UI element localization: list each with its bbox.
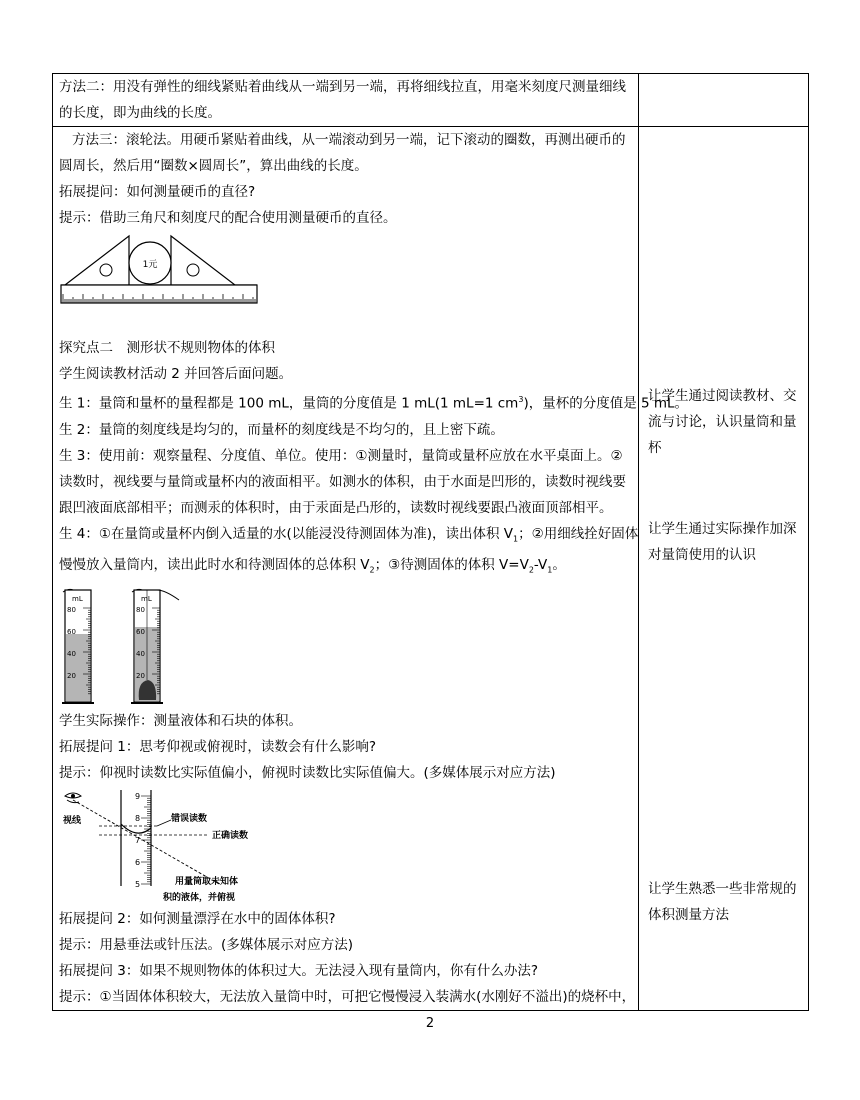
hint-1: 提示：仰视时读数比实际值偏小，俯视时读数比实际值偏大。(多媒体展示对应方法) <box>59 764 556 781</box>
cylinder1-tick-label: 80 <box>67 605 76 614</box>
scale-tick-label: 9 <box>135 791 141 801</box>
sight-label: 视线 <box>63 815 82 826</box>
graduated-cylinders-figure <box>59 586 189 708</box>
method2-line1: 方法二：用没有弹性的细线紧贴着曲线从一端到另一端，再将细线拉直，用毫米刻度尺测量细线 <box>59 79 626 95</box>
student1-answer: 生 1：量筒和量杯的量程都是 100 mL，量筒的分度值是 1 mL(1 mL=1 $cm^3$)，量杯的分度值是 5 mL。 <box>59 395 689 412</box>
ext-question-coin: 拓展提问：如何测量硬币的直径? <box>59 184 256 200</box>
teaching-note-1: 让学生通过阅读教材、交 流与讨论，认识量筒和量 杯 <box>648 388 797 456</box>
content-cell <box>53 74 639 127</box>
table-row <box>53 74 809 127</box>
student2-answer: 生 2：量筒的刻度线是均匀的，而量杯的刻度线是不均匀的，且上密下疏。 <box>59 421 504 438</box>
cylinder2-unit: mL <box>141 594 152 603</box>
reading-error-figure <box>59 788 289 906</box>
student3-line2: 读数时，视线要与量筒或量杯内的液面相平。如测水的体积，由于水面是凹形的，读数时视线要 <box>59 473 626 490</box>
cylinder2-tick-label: 20 <box>136 671 145 680</box>
cylinder2-tick-label: 40 <box>136 649 145 658</box>
content-cell <box>53 127 689 1011</box>
hint-2: 提示：用悬垂法或针压法。(多媒体展示对应方法) <box>59 936 354 953</box>
ext-question-2: 拓展提问 2：如何测量漂浮在水中的固体体积? <box>59 910 336 927</box>
notes-cell <box>639 74 809 127</box>
cylinder1-tick-label: 20 <box>67 671 76 680</box>
coin-measure-figure <box>59 233 259 313</box>
cylinder2-tick-label: 60 <box>136 627 145 636</box>
wrong-reading-label: 错误读数 <box>171 813 208 824</box>
ext-question-1: 拓展提问 1：思考仰视或俯视时，读数会有什么影响? <box>59 738 377 755</box>
read-task: 学生阅读教材活动 2 并回答后面问题。 <box>59 366 293 382</box>
cylinder2-tick-label: 80 <box>136 605 145 614</box>
method2-line2: 的长度，即为曲线的长度。 <box>59 105 221 121</box>
hint-coin: 提示：借助三角尺和刻度尺的配合使用测量硬币的直径。 <box>59 210 397 226</box>
scale-tick-label: 5 <box>135 879 141 889</box>
cylinder1-tick-label: 40 <box>67 649 76 658</box>
teaching-note-3: 让学生熟悉一些非常规的 体积测量方法 <box>648 881 797 923</box>
teaching-note-2: 让学生通过实际操作加深 对量筒使用的认识 <box>648 521 797 563</box>
cylinder1-unit: mL <box>72 594 83 603</box>
scale-tick-label: 7 <box>135 835 141 845</box>
section2-title: 探究点二 测形状不规则物体的体积 <box>59 340 275 356</box>
scale-tick-label: 6 <box>135 857 141 867</box>
cylinder1-tick-label: 60 <box>67 627 76 636</box>
practice-text: 学生实际操作：测量液体和石块的体积。 <box>59 712 302 729</box>
method3-line1: 方法三：滚轮法。用硬币紧贴着曲线，从一端滚动到另一端，记下滚动的圈数，再测出硬币的 <box>72 132 626 148</box>
scale-tick-label: 8 <box>135 813 141 823</box>
student4-line2: 慢慢放入量筒内，读出此时水和待测固体的总体积 $V_2$；③待测固体的体积 $V=V_2-V_1$。 <box>59 557 566 575</box>
method3-line2: 圆周长，然后用“圈数×圆周长”，算出曲线的长度。 <box>59 158 368 174</box>
coin-label: 1元 <box>142 260 158 270</box>
right-reading-label: 正确读数 <box>212 830 249 841</box>
caption-line1: 用量筒取未知体 <box>175 876 239 887</box>
page-number: 2 <box>425 1016 435 1031</box>
hint-3: 提示：①当固体体积较大，无法放入量筒中时，可把它慢慢浸入装满水(水刚好不溢出)的烧杯中， <box>59 988 636 1005</box>
student3-line3: 跟凹液面底部相平；而测汞的体积时，由于汞面是凸形的，读数时视线要跟凸液面顶部相平。 <box>59 499 613 516</box>
ext-question-3: 拓展提问 3：如果不规则物体的体积过大。无法浸入现有量筒内，你有什么办法? <box>59 962 539 979</box>
student3-line1: 生 3：使用前：观察量程、分度值、单位。使用：①测量时，量筒或量杯应放在水平桌面上。② <box>59 447 623 464</box>
student4-line1: 生 4：①在量筒或量杯内倒入适量的水(以能浸没待测固体为准)，读出体积 $V_1$；②用细线拴好固体 <box>59 525 639 544</box>
caption-line2: 积的液体，并俯视 <box>163 892 236 903</box>
